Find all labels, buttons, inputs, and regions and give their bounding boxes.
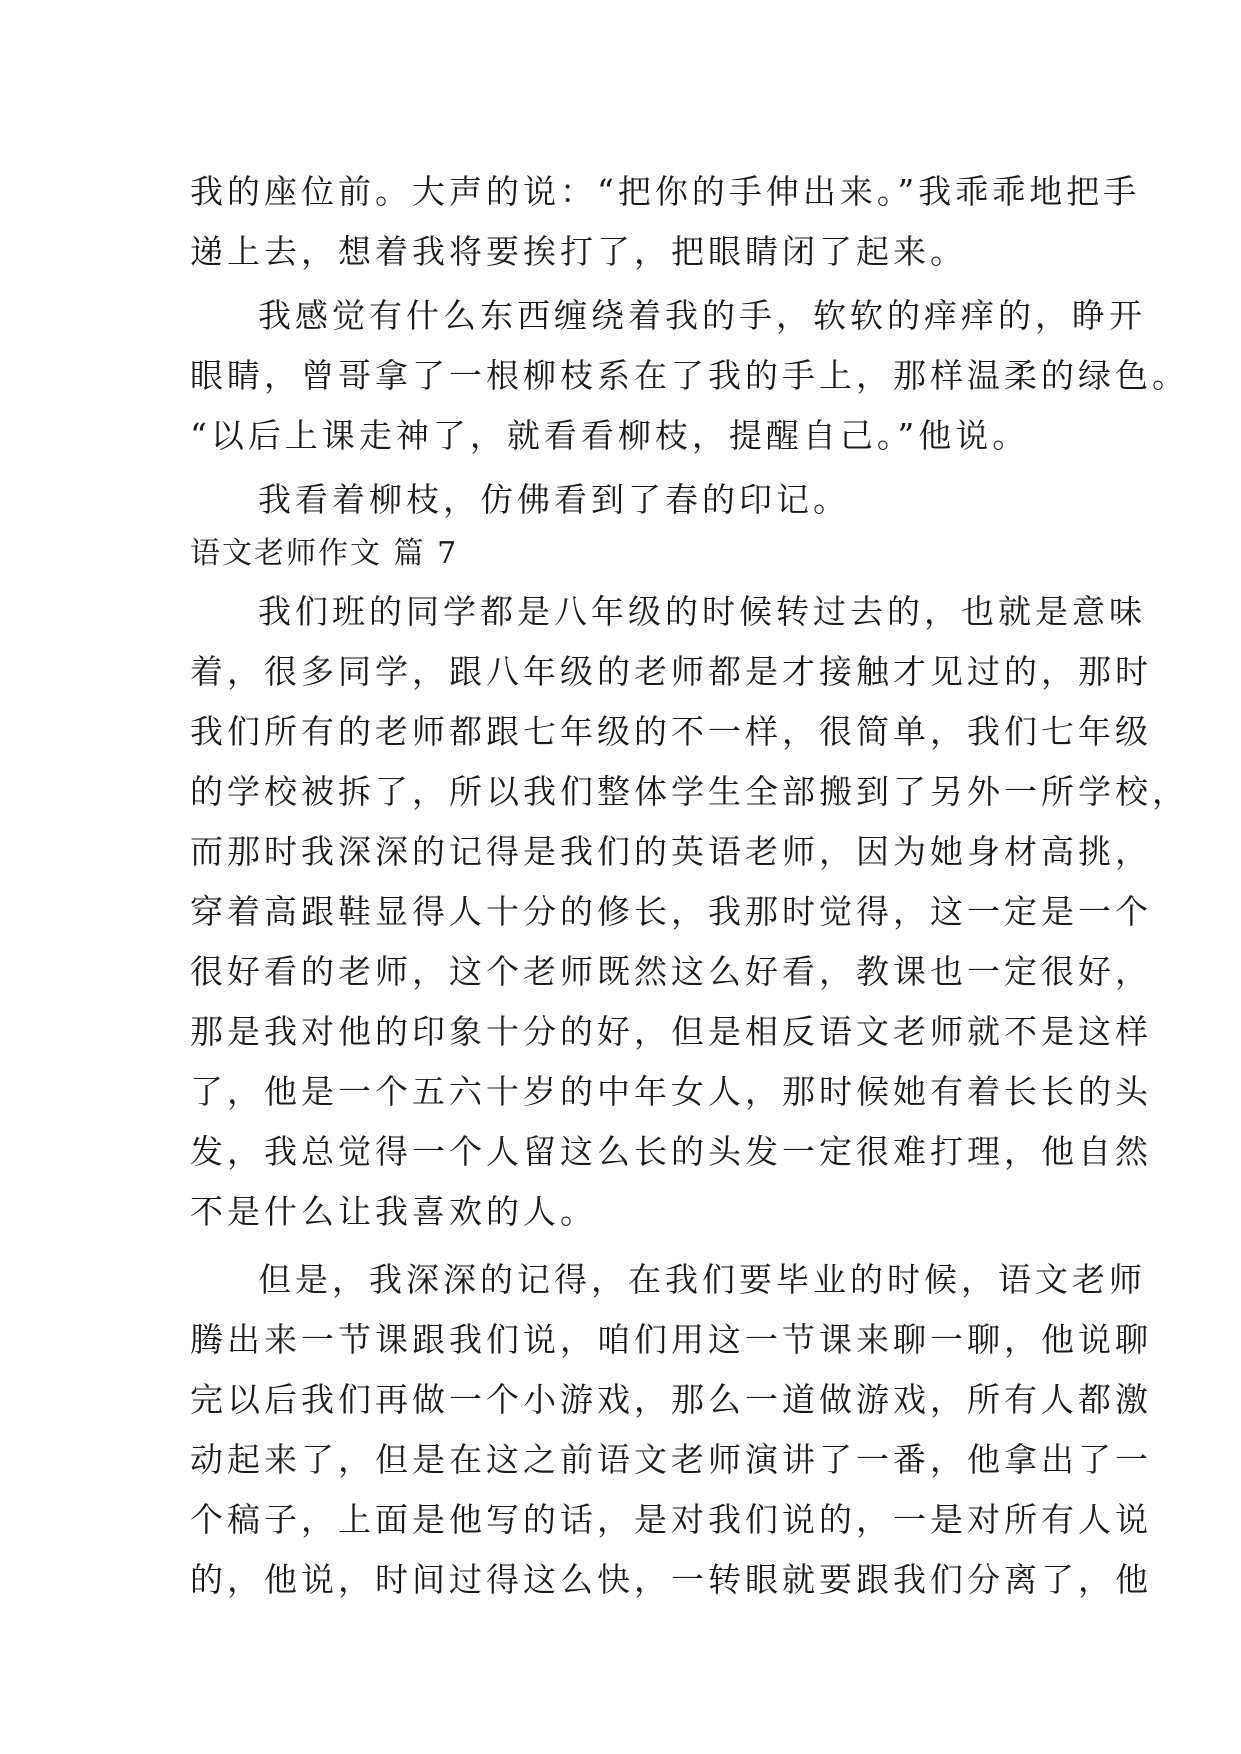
text-line: 动起来了，但是在这之前语文老师演讲了一番，他拿出了一: [190, 1440, 1152, 1479]
text-line: 我看着柳枝，仿佛看到了春的印记。: [258, 480, 850, 519]
text-line: 个稿子，上面是他写的话，是对我们说的，一是对所有人说: [190, 1500, 1152, 1539]
text-line: 穿着高跟鞋显得人十分的修长，我那时觉得，这一定是一个: [190, 892, 1152, 931]
text-line: 而那时我深深的记得是我们的英语老师，因为她身材高挑，: [190, 832, 1152, 871]
text-line: 腾出来一节课跟我们说，咱们用这一节课来聊一聊，他说聊: [190, 1320, 1152, 1359]
text-line: 发，我总觉得一个人留这么长的头发一定很难打理，他自然: [190, 1132, 1152, 1171]
paragraph-4: [190, 582, 1189, 1242]
document-page: [190, 162, 1189, 1610]
text-line: 但是，我深深的记得，在我们要毕业的时候，语文老师: [258, 1260, 1146, 1299]
text-line: 很好看的老师，这个老师既然这么好看，教课也一定很好，: [190, 952, 1152, 991]
text-line: 我们班的同学都是八年级的时候转过去的，也就是意味: [258, 592, 1146, 631]
text-line: 眼睛，曾哥拿了一根柳枝系在了我的手上，那样温柔的绿色。: [190, 356, 1189, 395]
text-line: 我们所有的老师都跟七年级的不一样，很简单，我们七年级: [190, 712, 1152, 751]
text-line: 完以后我们再做一个小游戏，那么一道做游戏，所有人都激: [190, 1380, 1152, 1419]
paragraph-5: [190, 1250, 1152, 1610]
text-line: 我的座位前。大声的说：“把你的手伸出来。”我乖乖地把手: [190, 172, 1141, 211]
paragraph-1: [190, 162, 1141, 282]
text-line: 递上去，想着我将要挨打了，把眼睛闭了起来。: [190, 232, 967, 271]
text-line: 不是什么让我喜欢的人。: [190, 1192, 597, 1231]
paragraph-3: [190, 470, 1050, 530]
text-line: 了，他是一个五六十岁的中年女人，那时候她有着长长的头: [190, 1072, 1152, 1111]
paragraph-2: [190, 286, 1189, 466]
text-line: “以后上课走神了，就看看柳枝，提醒自己。”他说。: [190, 416, 1030, 455]
text-line: 着，很多同学，跟八年级的老师都是才接触才见过的，那时: [190, 652, 1152, 691]
text-line: 的，他说，时间过得这么快，一转眼就要跟我们分离了，他: [190, 1560, 1152, 1599]
section-heading: 语文老师作文 篇 7: [190, 536, 459, 571]
text-line: 的学校被拆了，所以我们整体学生全部搬到了另外一所学校，: [190, 772, 1189, 811]
text-line: 我感觉有什么东西缠绕着我的手，软软的痒痒的，睁开: [258, 296, 1146, 335]
text-line: 那是我对他的印象十分的好，但是相反语文老师就不是这样: [190, 1012, 1152, 1051]
